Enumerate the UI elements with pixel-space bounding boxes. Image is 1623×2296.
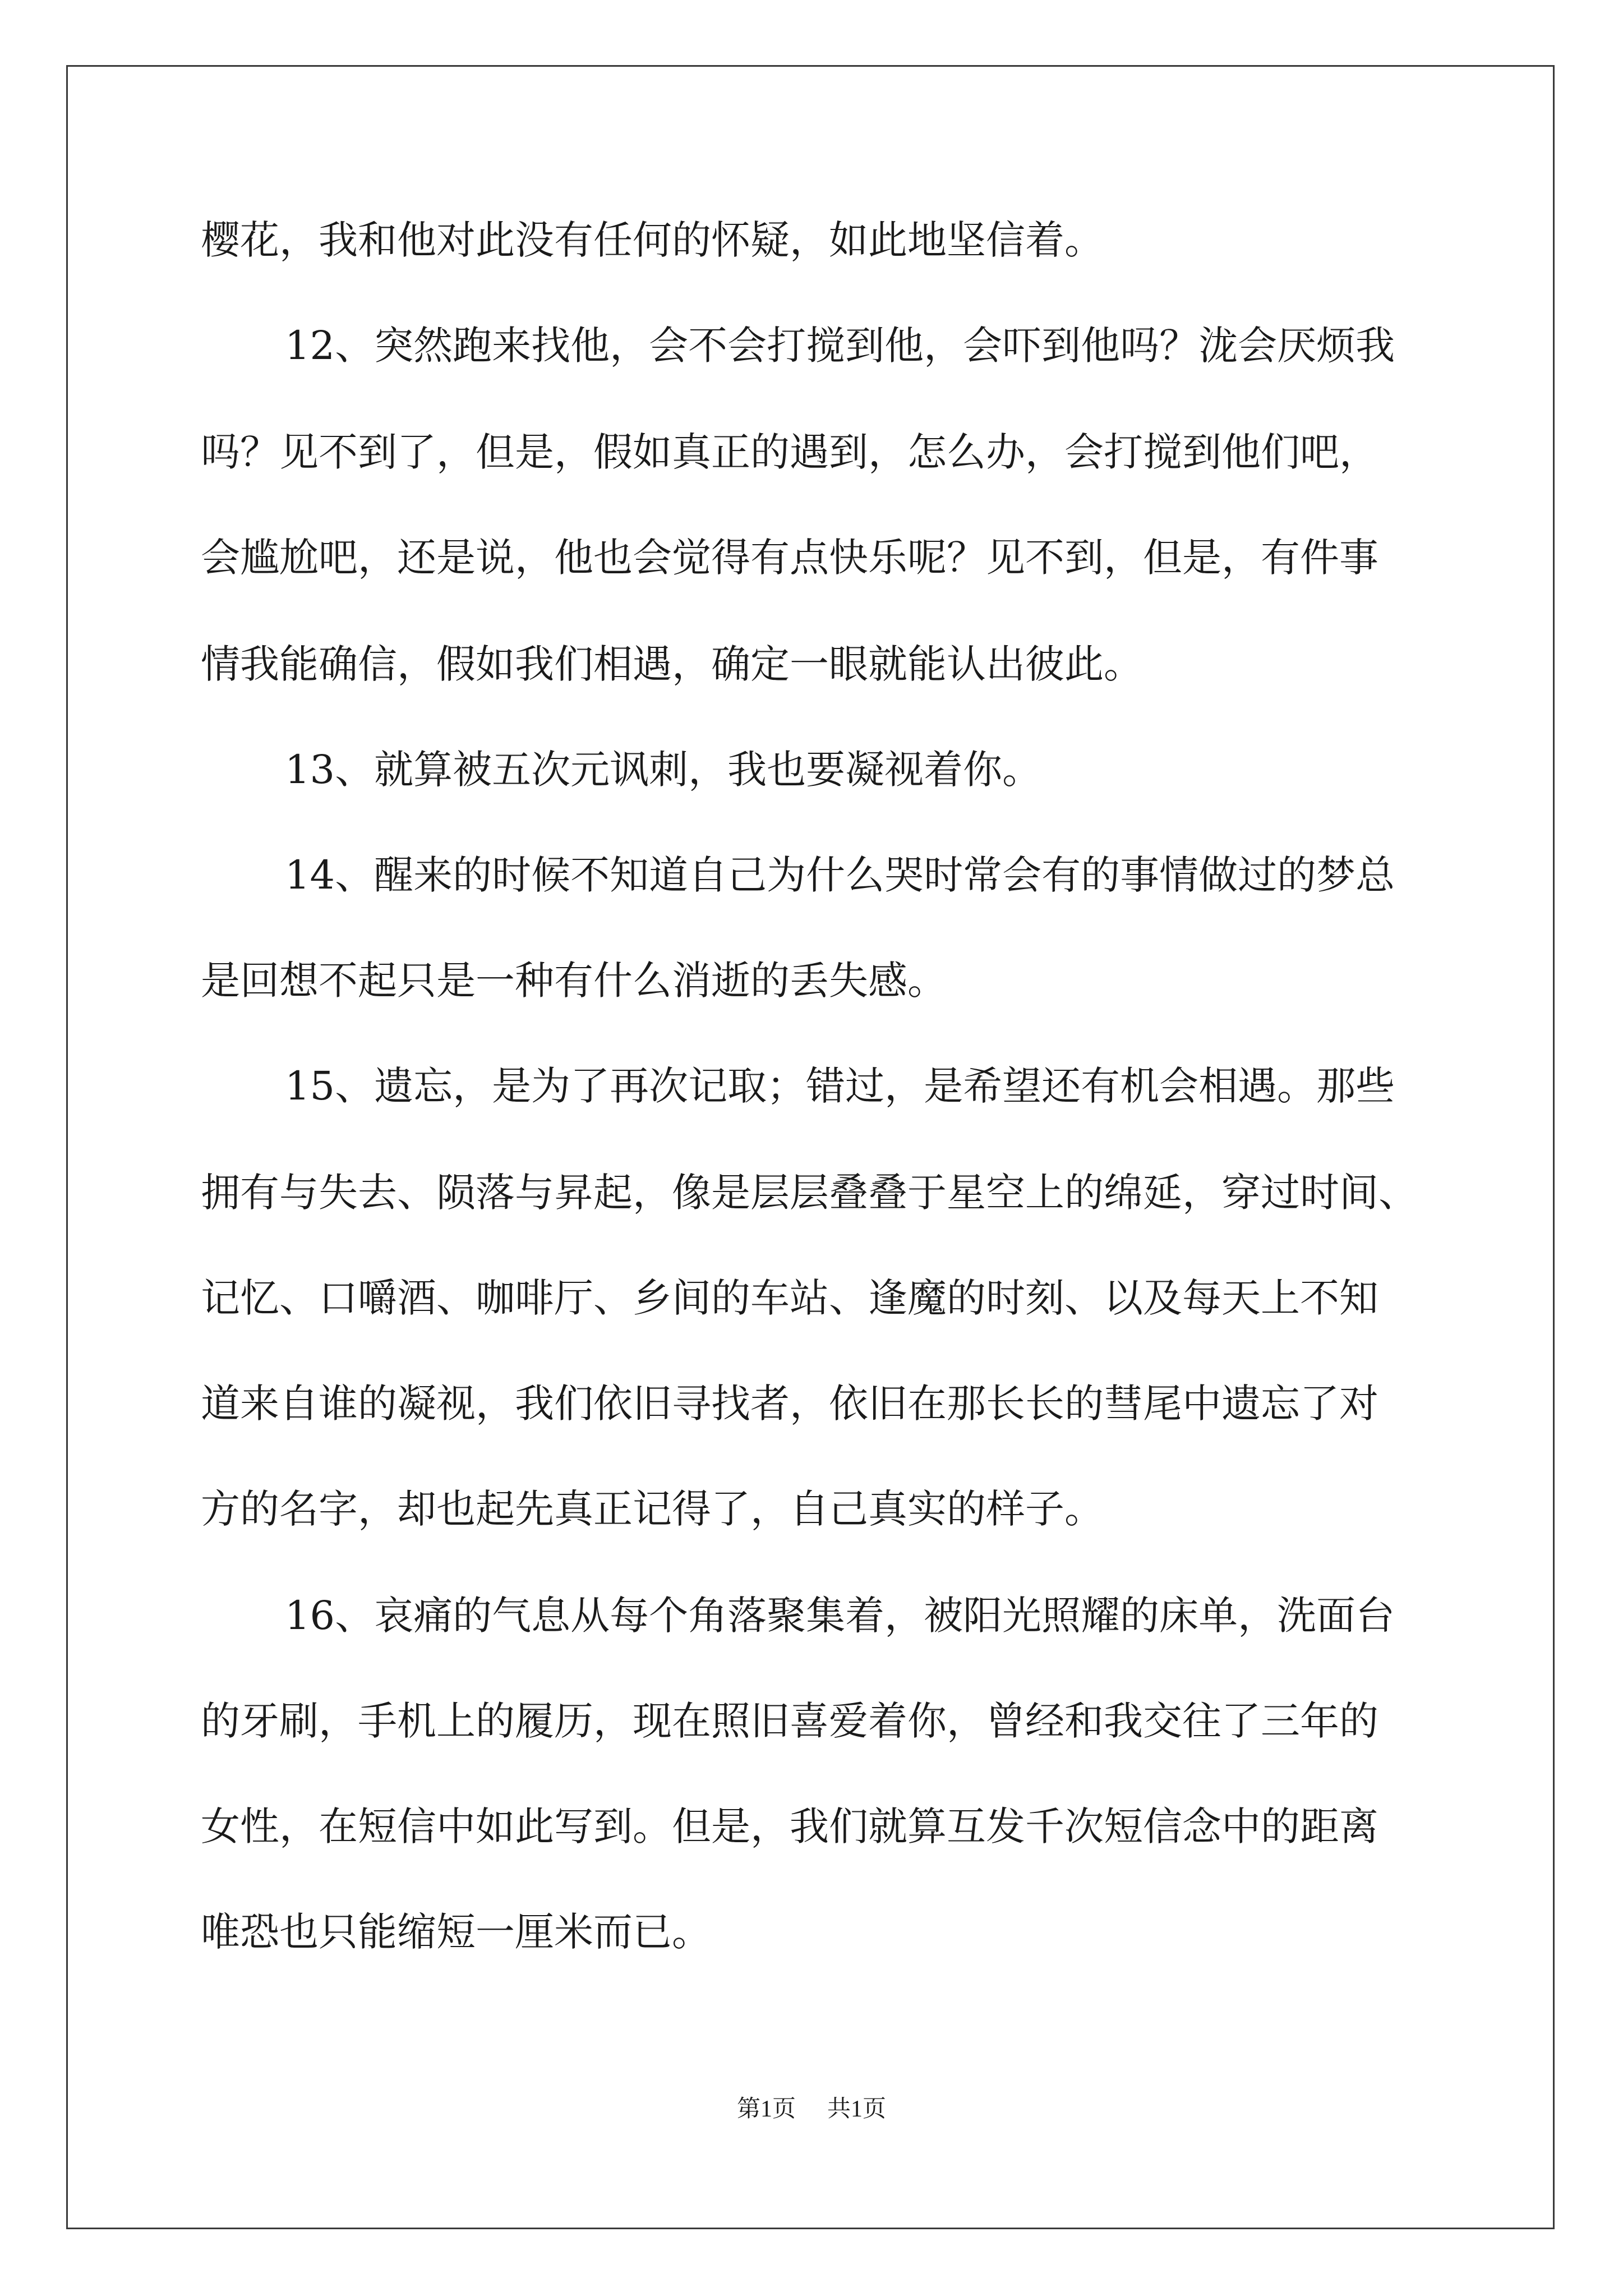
text-line: 16、哀痛的气息从每个角落聚集着，被阳光照耀的床单，洗面台	[285, 1593, 1395, 1639]
page-number: 第1页	[736, 2096, 796, 2122]
text-line: 樱花，我和他对此没有任何的怀疑，如此地坚信着。	[201, 217, 1104, 263]
text-line: 情我能确信，假如我们相遇，确定一眼就能认出彼此。	[201, 641, 1143, 687]
page-total: 共1页	[827, 2096, 887, 2122]
text-line: 吗？见不到了，但是，假如真正的遇到，怎么办，会打搅到他们吧，	[201, 429, 1378, 475]
text-line: 12、突然跑来找他，会不会打搅到他，会吓到他吗？泷会厌烦我	[285, 323, 1395, 369]
text-line: 14、醒来的时候不知道自己为什么哭时常会有的事情做过的梦总	[285, 852, 1395, 898]
text-line: 13、就算被五次元讽刺，我也要凝视着你。	[285, 747, 1042, 793]
text-line: 15、遗忘，是为了再次记取；错过，是希望还有机会相遇。那些	[285, 1063, 1395, 1109]
text-line: 的牙刷，手机上的履历，现在照旧喜爱着你，曾经和我交往了三年的	[201, 1698, 1378, 1744]
text-line: 方的名字，却也起先真正记得了，自己真实的样子。	[201, 1486, 1104, 1532]
text-line: 唯恐也只能缩短一厘米而已。	[201, 1909, 711, 1955]
text-line: 道来自谁的凝视，我们依旧寻找者，依旧在那长长的彗尾中遗忘了对	[201, 1381, 1378, 1427]
text-line: 拥有与失去、陨落与昇起，像是层层叠叠于星空上的绵延，穿过时间、	[201, 1170, 1418, 1216]
text-line: 是回想不起只是一种有什么消逝的丢失感。	[201, 958, 947, 1004]
text-line: 女性，在短信中如此写到。但是，我们就算互发千次短信念中的距离	[201, 1803, 1378, 1849]
page-footer	[0, 2093, 1623, 2125]
text-line: 会尴尬吧，还是说，他也会觉得有点快乐呢？见不到，但是，有件事	[201, 535, 1378, 581]
text-line: 记忆、口嚼酒、咖啡厅、乡间的车站、逢魔的时刻、以及每天上不知	[201, 1275, 1378, 1321]
